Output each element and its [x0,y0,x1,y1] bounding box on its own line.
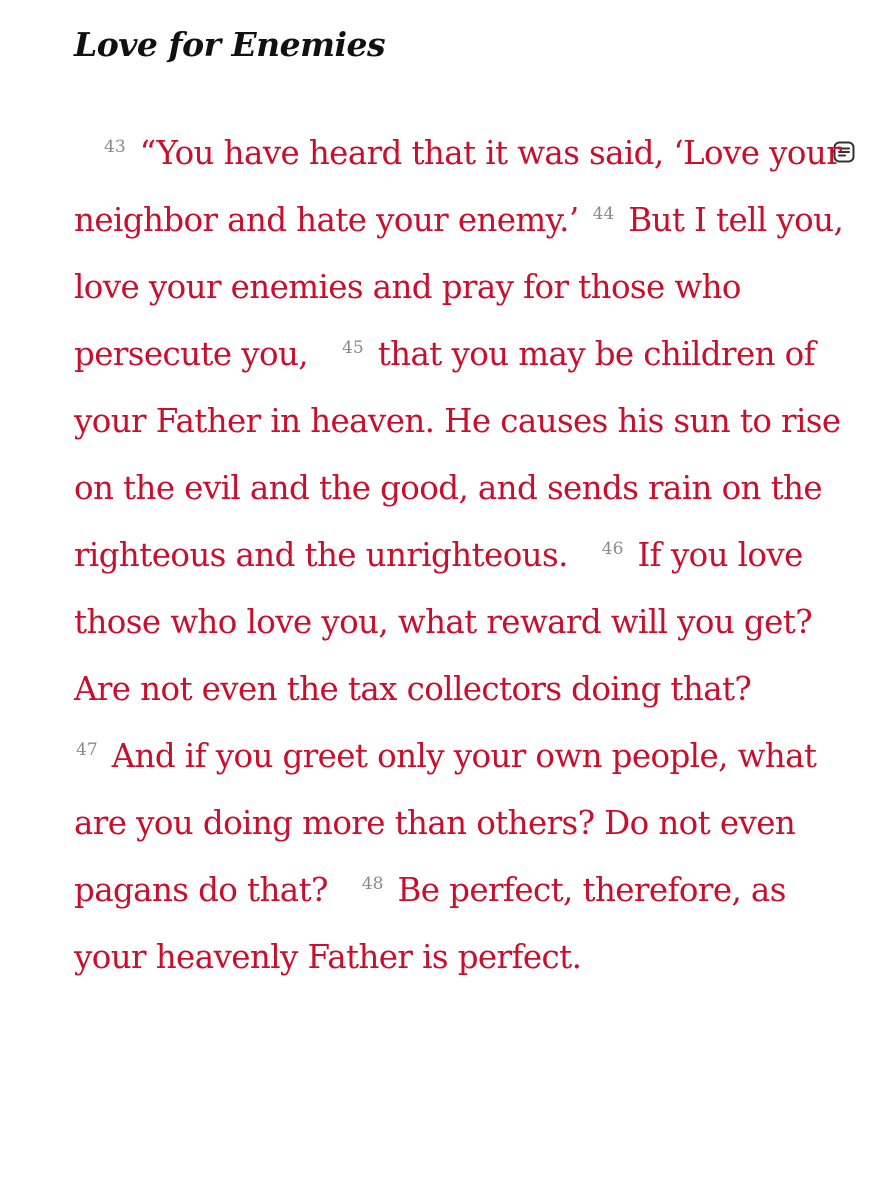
verse-number[interactable]: 47 [76,740,98,760]
verse-number[interactable]: 45 [342,338,364,358]
verse-text[interactable]: But I tell you, love your enemies and pray for those who persecute you, [74,201,844,373]
passage-text [74,120,844,991]
verse-text[interactable]: “You have heard that it was said, ‘Love your neighbor and hate your enemy.’ [74,134,842,239]
verse-text[interactable]: And if you greet only your own people, what are you doing more than others? Do not even pagans do that? [74,737,817,909]
verse-text[interactable]: Be perfect, therefore, as your heavenly Father is perfect. [74,871,786,976]
verse-text[interactable]: that you may be children of your Father in heaven. He causes his sun to rise on the evil and the good, and sends rain on the righteous and the unrighteous. [74,335,841,574]
verse-number[interactable]: 44 [592,204,615,224]
verse-number[interactable]: 43 [104,137,126,157]
verse-number[interactable]: 46 [601,539,624,559]
verse-number[interactable]: 48 [361,874,384,894]
section-heading: Love for Enemies [74,25,386,64]
verse-text[interactable]: If you love those who love you, what reward will you get? Are not even the tax collectors doing that? [74,536,813,708]
